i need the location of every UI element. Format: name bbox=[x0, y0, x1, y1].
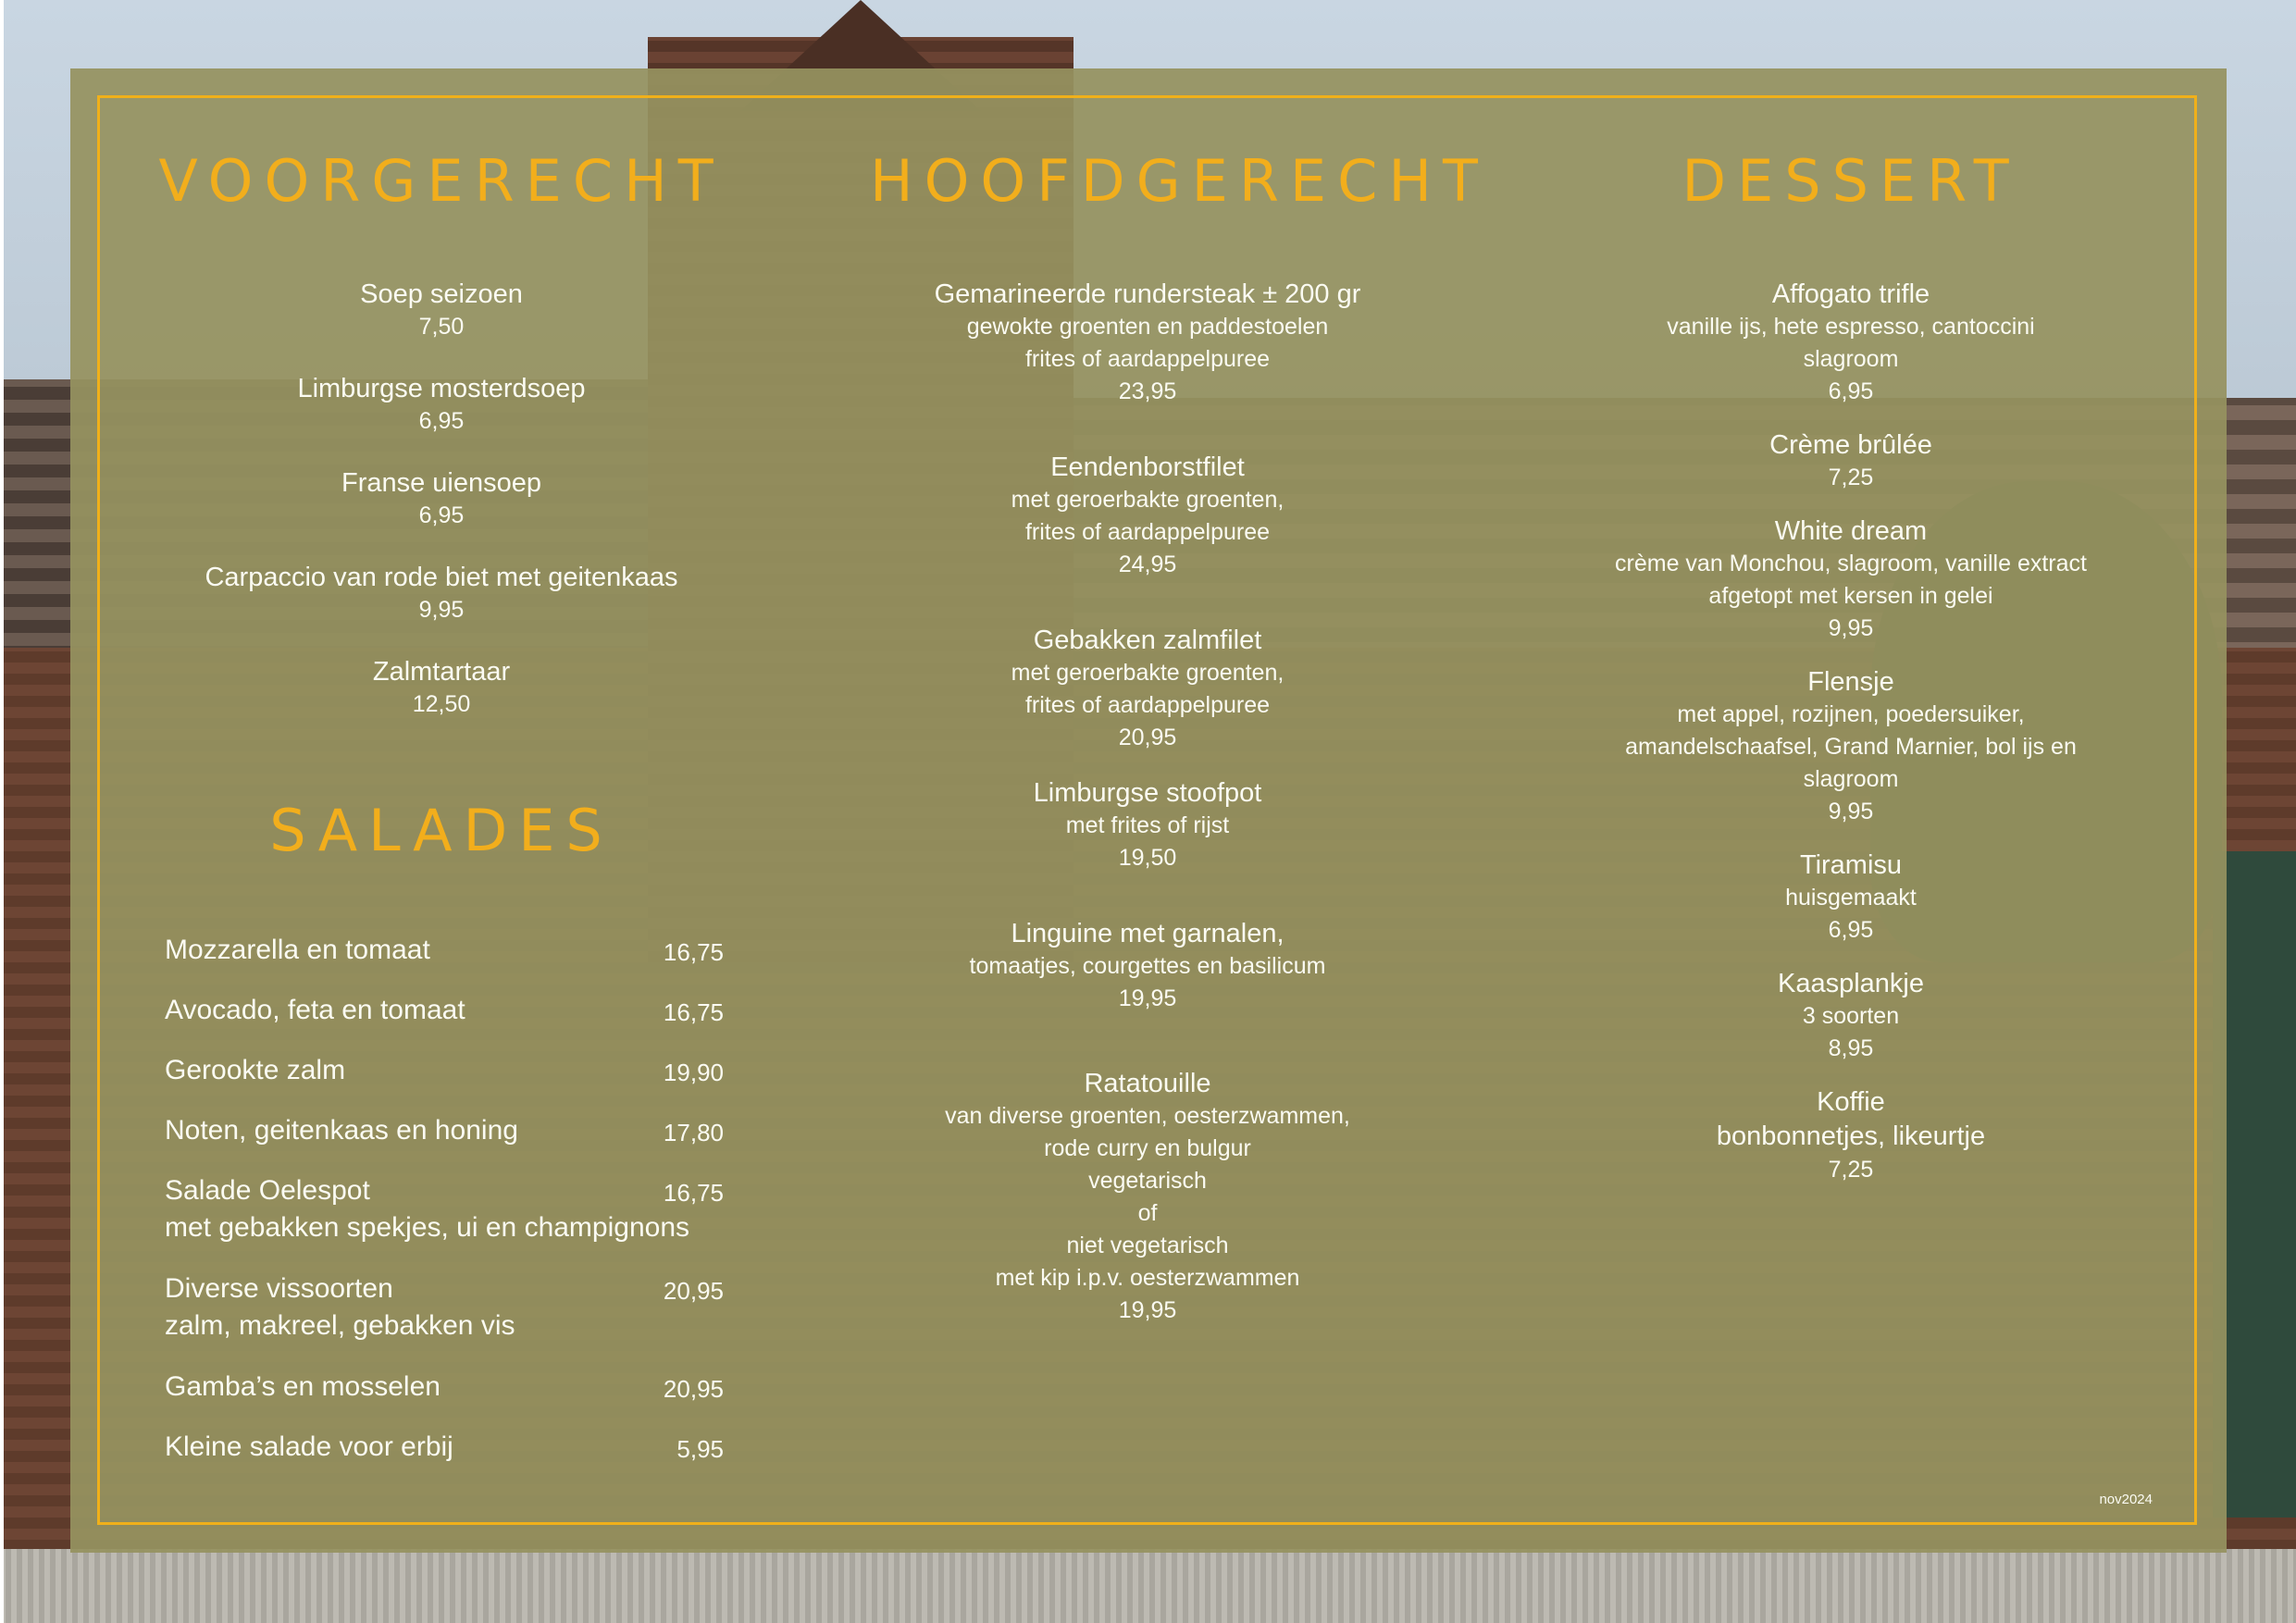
dish-name: Eendenborstfilet bbox=[1050, 452, 1245, 482]
dish-price: 20,95 bbox=[1118, 725, 1177, 750]
salad-row bbox=[165, 1052, 724, 1112]
dish-price: 7,25 bbox=[1828, 1157, 1874, 1183]
gravel-ground bbox=[0, 1549, 2296, 1623]
salad-name: Salade Oelespot bbox=[165, 1175, 370, 1206]
dish-name: Franse uiensoep bbox=[341, 468, 542, 498]
dish-name: Gemarineerde rundersteak ± 200 gr bbox=[934, 279, 1361, 309]
salad-name: Gerookte zalm bbox=[165, 1055, 346, 1085]
dish-description: frites of aardappelpuree bbox=[1024, 519, 1271, 545]
dish-price: 7,25 bbox=[1828, 465, 1874, 490]
dish-description: met geroerbakte groenten, bbox=[1011, 660, 1285, 686]
dish-description: met kip i.p.v. oesterzwammen bbox=[995, 1265, 1300, 1291]
menu-item bbox=[1564, 849, 2138, 947]
voorgerecht-section bbox=[148, 147, 735, 717]
dish-description: rode curry en bulgur bbox=[1044, 1135, 1251, 1161]
dish-description: frites of aardappelpuree bbox=[1024, 692, 1271, 718]
dish-description: 3 soorten bbox=[1802, 1003, 1900, 1029]
salad-name: Avocado, feta en tomaat bbox=[165, 995, 465, 1025]
salad-price: 19,90 bbox=[663, 1059, 724, 1086]
dish-price: 19,95 bbox=[1118, 1297, 1177, 1323]
hoofdgerecht-heading: HOOFDGERECHT bbox=[870, 147, 1489, 215]
dish-name: White dream bbox=[1774, 516, 1928, 546]
menu-item bbox=[1564, 514, 2138, 645]
salad-description: met gebakken spekjes, ui en champignons bbox=[165, 1212, 690, 1243]
dish-name: Limburgse stoofpot bbox=[1033, 778, 1262, 808]
dish-description: slagroom bbox=[1803, 346, 1899, 372]
dish-price: 19,50 bbox=[1118, 845, 1177, 871]
dish-price: 12,50 bbox=[412, 691, 471, 717]
dish-name: Gebakken zalmfilet bbox=[1033, 626, 1262, 655]
dish-name: Crème brûlée bbox=[1769, 430, 1932, 460]
dish-price: 23,95 bbox=[1118, 378, 1177, 404]
dish-name: Carpaccio van rode biet met geitenkaas bbox=[205, 563, 678, 592]
dessert-heading: DESSERT bbox=[1682, 147, 2020, 215]
salad-row bbox=[165, 1172, 724, 1270]
salad-price: 17,80 bbox=[663, 1119, 724, 1146]
salad-row bbox=[165, 932, 724, 992]
dish-name: Affogato trifle bbox=[1771, 279, 1930, 309]
dish-price: 6,95 bbox=[418, 408, 465, 434]
menu-item bbox=[148, 655, 735, 721]
dish-description: gewokte groenten en paddestoelen bbox=[966, 314, 1329, 340]
dish-price: 6,95 bbox=[418, 502, 465, 528]
dish-price: 6,95 bbox=[1828, 917, 1874, 943]
dish-name: Koffie bbox=[1817, 1087, 1885, 1117]
salad-price: 20,95 bbox=[663, 1277, 724, 1305]
voorgerecht-heading: VOORGERECHT bbox=[158, 147, 725, 215]
salad-name: Noten, geitenkaas en honing bbox=[165, 1115, 518, 1146]
dessert-section bbox=[1564, 147, 2138, 1183]
menu-item bbox=[1564, 428, 2138, 494]
salad-name: Kleine salade voor erbij bbox=[165, 1431, 453, 1462]
salad-price: 20,95 bbox=[663, 1375, 724, 1403]
dish-name: Flensje bbox=[1807, 667, 1894, 697]
salad-name: Mozzarella en tomaat bbox=[165, 935, 430, 965]
dish-description: bonbonnetjes, likeurtje bbox=[1716, 1121, 1986, 1151]
dish-description: afgetopt met kersen in gelei bbox=[1708, 583, 1993, 609]
dish-description: of bbox=[1137, 1200, 1158, 1226]
dish-price: 9,95 bbox=[1828, 799, 1874, 824]
dish-price: 9,95 bbox=[1828, 615, 1874, 641]
dish-price: 9,95 bbox=[418, 597, 465, 623]
menu-item bbox=[148, 561, 735, 626]
menu-item bbox=[1564, 665, 2138, 828]
salad-price: 16,75 bbox=[663, 938, 724, 966]
voorgerecht-list bbox=[148, 278, 735, 750]
dish-description: huisgemaakt bbox=[1785, 885, 1917, 911]
salad-price: 16,75 bbox=[663, 1179, 724, 1207]
dish-description: niet vegetarisch bbox=[1066, 1233, 1229, 1258]
dish-price: 7,50 bbox=[418, 314, 465, 340]
dish-description: met appel, rozijnen, poedersuiker, bbox=[1677, 701, 2025, 727]
dish-price: 6,95 bbox=[1828, 378, 1874, 404]
salad-name: Diverse vissoorten bbox=[165, 1273, 393, 1304]
dish-description: tomaatjes, courgettes en basilicum bbox=[969, 953, 1326, 979]
dessert-list bbox=[1564, 278, 2138, 1208]
salades-heading: SALADES bbox=[269, 797, 614, 864]
dish-description: amandelschaafsel, Grand Marnier, bol ijs en bbox=[1625, 734, 2077, 760]
hoofdgerecht-list bbox=[870, 278, 1425, 1349]
dish-description: vegetarisch bbox=[1088, 1168, 1207, 1194]
salades-section bbox=[148, 798, 735, 864]
salad-row bbox=[165, 1270, 724, 1369]
salad-name: Gamba’s en mosselen bbox=[165, 1371, 441, 1402]
menu-item bbox=[148, 278, 735, 343]
version-note: nov2024 bbox=[2099, 1492, 2153, 1507]
menu-item bbox=[870, 624, 1425, 754]
menu-item bbox=[148, 466, 735, 532]
menu-item bbox=[870, 278, 1425, 408]
menu-item bbox=[870, 917, 1425, 1015]
dish-description: crème van Monchou, slagroom, vanille extract bbox=[1615, 551, 2087, 576]
hoofdgerecht-section bbox=[870, 147, 1489, 1323]
salad-row bbox=[165, 1369, 724, 1429]
menu-item bbox=[870, 1067, 1425, 1327]
dish-description: vanille ijs, hete espresso, cantoccini bbox=[1667, 314, 2035, 340]
menu-item bbox=[870, 776, 1425, 874]
menu-item bbox=[1564, 1085, 2138, 1186]
dish-name: Linguine met garnalen, bbox=[1011, 919, 1285, 948]
dish-name: Zalmtartaar bbox=[372, 657, 511, 687]
salad-row bbox=[165, 992, 724, 1052]
menu-item bbox=[870, 451, 1425, 581]
dish-description: frites of aardappelpuree bbox=[1024, 346, 1271, 372]
salad-row bbox=[165, 1429, 724, 1489]
menu-item bbox=[1564, 278, 2138, 408]
salad-description: zalm, makreel, gebakken vis bbox=[165, 1310, 515, 1341]
dish-price: 24,95 bbox=[1118, 551, 1177, 577]
salad-price: 5,95 bbox=[676, 1435, 724, 1463]
dish-name: Kaasplankje bbox=[1778, 969, 1924, 998]
dish-name: Soep seizoen bbox=[360, 279, 523, 309]
dish-description: met geroerbakte groenten, bbox=[1011, 487, 1285, 513]
menu-item bbox=[1564, 967, 2138, 1065]
dish-name: Tiramisu bbox=[1799, 850, 1903, 880]
menu-item bbox=[148, 372, 735, 438]
salades-list bbox=[165, 932, 724, 1489]
salad-row bbox=[165, 1112, 724, 1172]
dish-name: Ratatouille bbox=[1084, 1069, 1211, 1098]
dish-description: met frites of rijst bbox=[1065, 812, 1230, 838]
left-edge-strip bbox=[0, 0, 4, 1623]
dish-description: slagroom bbox=[1803, 766, 1899, 792]
dish-price: 8,95 bbox=[1828, 1035, 1874, 1061]
dish-name: Limburgse mosterdsoep bbox=[297, 374, 586, 403]
dish-price: 19,95 bbox=[1118, 985, 1177, 1011]
dish-description: van diverse groenten, oesterzwammen, bbox=[945, 1103, 1350, 1129]
salad-price: 16,75 bbox=[663, 998, 724, 1026]
